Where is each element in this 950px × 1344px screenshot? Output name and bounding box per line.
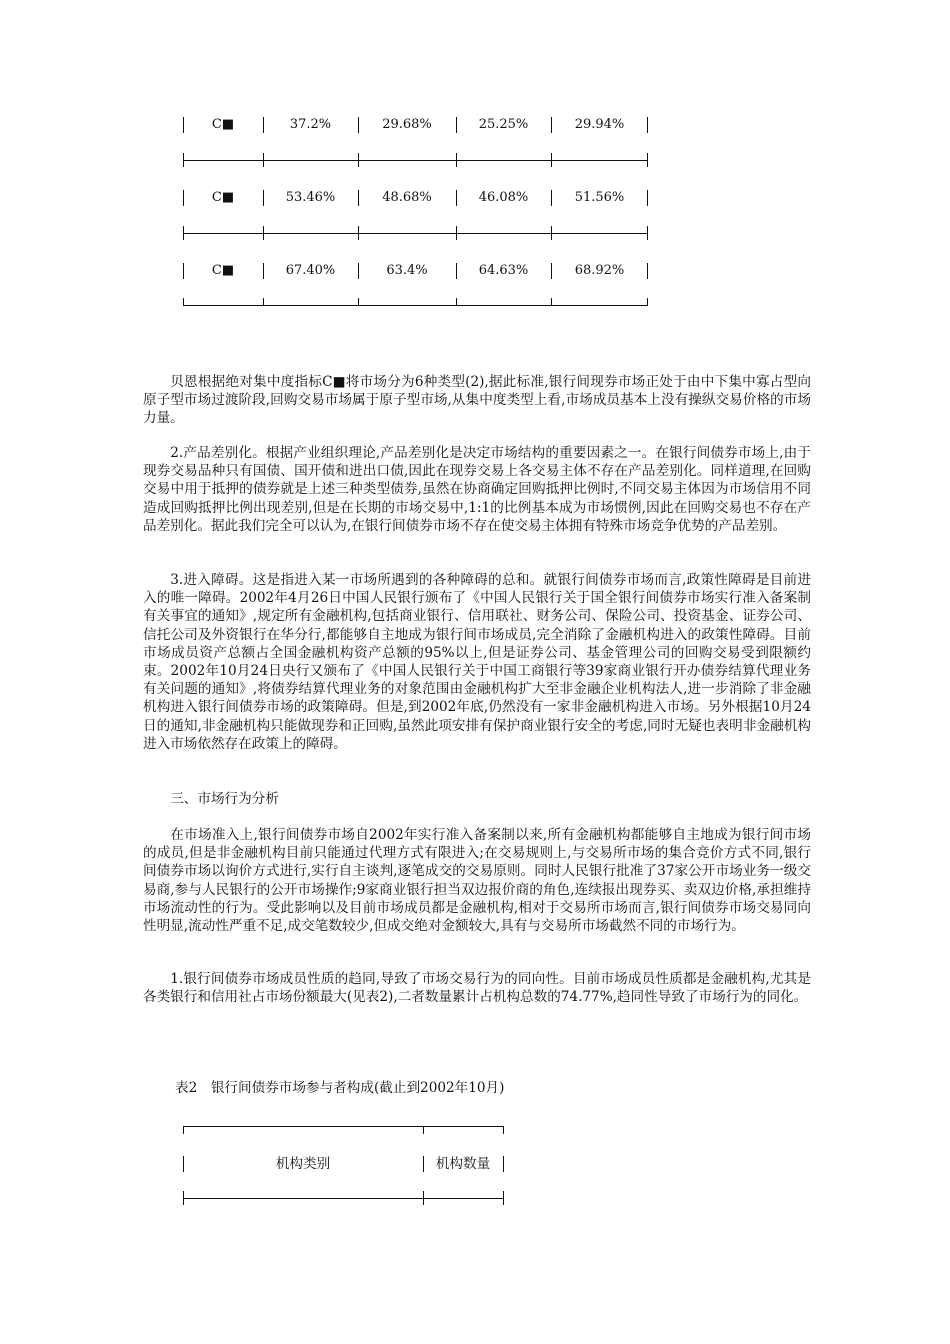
participants-table	[183, 1119, 504, 1209]
table-cell: 64.63%	[478, 263, 529, 278]
paragraph-member-homogeneity: 1.银行间债券市场成员性质的趋同,导致了市场交易行为的同向性。目前市场成员性质都是金融机构,尤其是各类银行和信用社占市场份额最大(见表2),二者数量累计占机构总数的74.77%,趋同性导致了市场行为的同化。	[143, 971, 811, 1006]
column-header-category: 机构类别	[275, 1156, 331, 1172]
column-header-count: 机构数量	[435, 1156, 491, 1172]
table-row	[183, 261, 648, 281]
table-rule	[183, 226, 648, 240]
paragraph-concentration: 贝恩根据绝对集中度指标C■将市场分为6种类型(2),据此标准,银行间现券市场正处于由中下集中寡占型向原子型市场过渡阶段,回购交易市场属于原子型市场,从集中度类型上看,市场成员基本上没有操纵交易价格的市场力量。	[143, 374, 811, 427]
table-cell: 29.94%	[574, 117, 625, 132]
table-rule	[183, 153, 648, 167]
row-label: C■	[211, 117, 235, 132]
table-caption: 表2 银行间债券市场参与者构成(截止到2002年10月)	[175, 1080, 505, 1096]
table-cell: 29.68%	[382, 117, 432, 132]
paragraph-entry-barriers: 3.进入障碍。这是指进入某一市场所遇到的各种障碍的总和。就银行间债券市场而言,政策性障碍是目前进入的唯一障碍。2002年4月26日中国人民银行颁布了《中国人民银行关于国全银行间债券市场实行准入备案制有关事宜的通知》,规定所有金融机构,包括商业银行、信用联社、财务公司、保险公司、投资基金、证券公司、信托公司及外资银行在华分行,都能够自主地成为银行间市场成员,完全消除了金融机构进入的政策性障碍。目前市场成员资产总额占全国金融机构资产总额的95%以上,但是证券公司、基金管理公司的回购交易受到限额约束。2002年10月24日央行又颁布了《中国人民银行关于中国工商银行等39家商业银行开办债券结算代理业务有关问题的通知》,将债券结算代理业务的对象范围由金融机构扩大至非金融企业机构法人,进一步消除了非金融机构进入银行间债券市场的政策障碍。但是,到2002年底,仍然没有一家非金融机构进入市场。另外根据10月24日的通知,非金融机构只能做现券和正回购,虽然此项安排有保护商业银行安全的考虑,同时无疑也表明非金融机构进入市场依然存在政策上的障碍。	[143, 572, 811, 752]
row-label: C■	[211, 190, 235, 205]
table-bottom-rule	[183, 298, 648, 312]
table-cell: 25.25%	[478, 117, 529, 132]
paragraph-product-differentiation: 2.产品差别化。根据产业组织理论,产品差别化是决定市场结构的重要因素之一。在银行间债券市场上,由于现券交易品种只有国债、国开债和进出口债,因此在现券交易上各交易主体不存在产品差别化。同样道理,在回购交易中用于抵押的债券就是上述三种类型债券,虽然在协商确定回购抵押比例时,不同交易主体因为市场信用不同造成回购抵押比例出现差别,但是在长期的市场交易中,1:1的比例基本成为市场惯例,因此在回购交易也不存在产品差别化。据此我们完全可以认为,在银行间债券市场不存在使交易主体拥有特殊市场竞争优势的产品差别。	[143, 445, 811, 534]
table-row	[183, 188, 648, 208]
table-cell: 63.4%	[386, 263, 428, 278]
paragraph-market-behavior: 在市场准入上,银行间债券市场自2002年实行准入备案制以来,所有金融机构都能够自主地成为银行间市场的成员,但是非金融机构目前只能通过代理方式有限进入;在交易规则上,与交易所市场的集合竞价方式不同,银行间债券市场以询价方式进行,实行自主谈判,逐笔成交的交易原则。同时人民银行批准了37家公开市场业务一级交易商,参与人民银行的公开市场操作;9家商业银行担当双边报价商的角色,连续报出现券买、卖双边价格,承担维持市场流动性的行为。受此影响以及目前市场成员都是金融机构,相对于交易所市场而言,银行间债券市场交易同向性明显,流动性严重不足,成交笔数较少,但成交绝对金额较大,具有与交易所市场截然不同的市场行为。	[143, 827, 811, 935]
section-heading: 三、市场行为分析	[170, 791, 279, 807]
row-label: C■	[211, 263, 235, 278]
table-row	[183, 115, 648, 135]
table-cell: 51.56%	[574, 190, 625, 205]
table-cell: 67.40%	[285, 263, 336, 278]
table-cell: 48.68%	[382, 190, 432, 205]
table-cell: 68.92%	[574, 263, 625, 278]
table-cell: 46.08%	[478, 190, 529, 205]
table-cell: 37.2%	[289, 117, 332, 132]
table-cell: 53.46%	[285, 190, 336, 205]
